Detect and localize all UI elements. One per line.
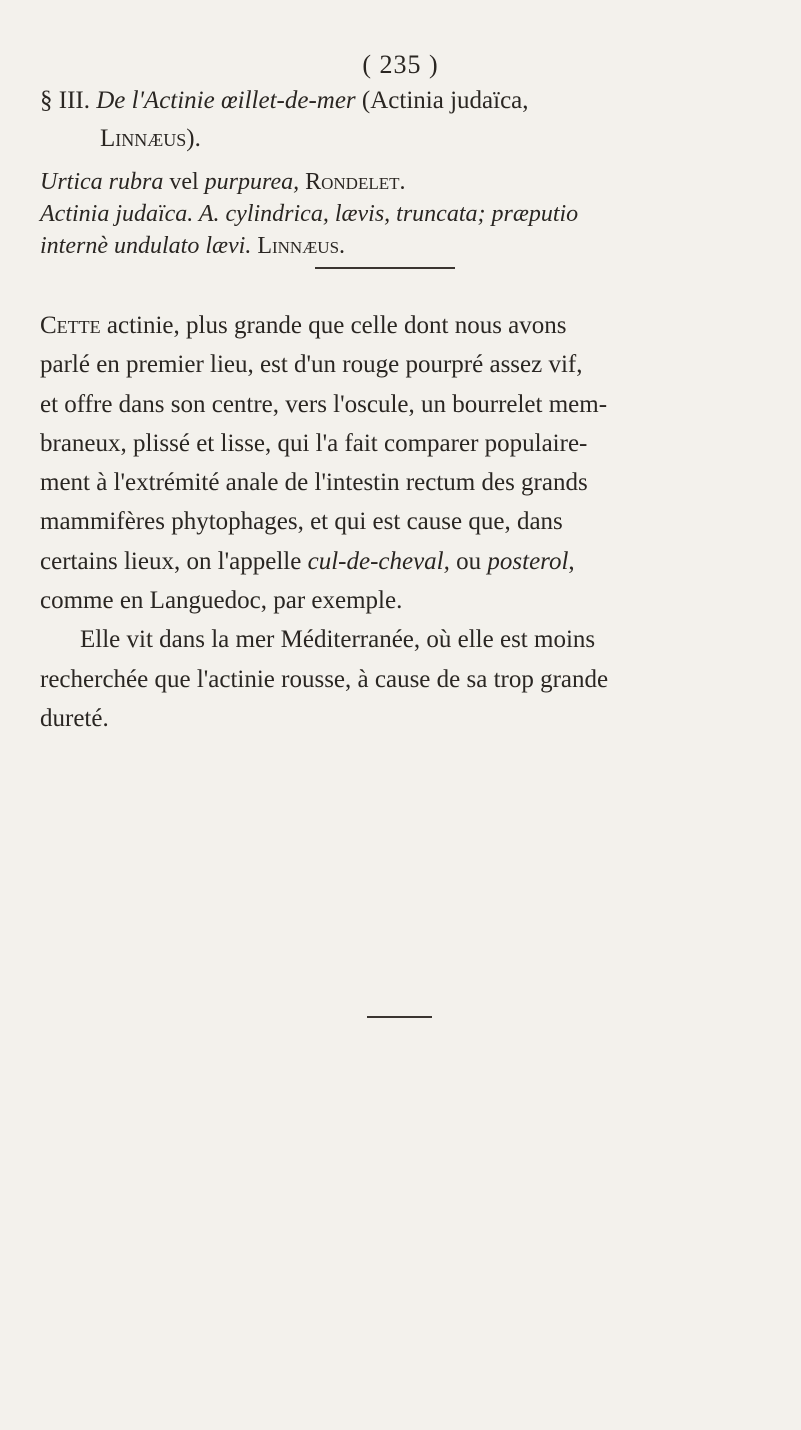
body-line: Elle vit dans la mer Méditerranée, où elle est moins xyxy=(80,626,596,654)
italic-term: posterol xyxy=(487,547,569,575)
body-line: dureté. xyxy=(40,704,109,732)
heading-author: Linnæus xyxy=(100,125,187,152)
divider-rule xyxy=(315,267,455,269)
line-text: ou xyxy=(449,547,488,575)
synonym-italic: internè undulato lævi. xyxy=(40,233,252,259)
synonym-italic: Urtica rubra xyxy=(40,169,164,195)
synonym-line-3 xyxy=(40,230,780,262)
section-number: § III. xyxy=(40,87,90,114)
body-line: et offre dans son centre, vers l'oscule, un bourrelet mem- xyxy=(40,390,608,418)
heading-line-1 xyxy=(40,82,780,120)
line-text: certains lieux, on l'appelle xyxy=(40,547,308,575)
body-line: recherchée que l'actinie rousse, à cause de sa trop grande xyxy=(40,665,609,693)
line-text: actinie, plus grande que celle dont nous avons xyxy=(100,312,567,339)
body-text xyxy=(40,306,770,738)
body-line xyxy=(40,542,770,581)
latin-name: (Actinia judaïca, xyxy=(361,87,529,114)
body-line: parlé en premier lieu, est d'un rouge pourpré assez vif, xyxy=(40,351,583,379)
line-text: , xyxy=(568,547,575,575)
lead-word: Cette xyxy=(40,312,101,339)
body-line: comme en Languedoc, par exemple. xyxy=(40,587,403,615)
synonym-line-1 xyxy=(40,166,780,198)
synonym-line-2 xyxy=(40,198,780,230)
heading-close: ). xyxy=(186,125,201,152)
section-title: De l'Actinie œillet-de-mer xyxy=(96,87,356,114)
body-line: braneux, plissé et lisse, qui l'a fait comparer populaire- xyxy=(40,429,588,457)
body-line xyxy=(40,306,770,345)
italic-term: cul-de-cheval, xyxy=(307,547,450,575)
synonym-italic: Actinia judaïca. A. cylindrica, lævis, truncata; præputio xyxy=(40,201,579,227)
heading-line-2 xyxy=(40,120,780,158)
end-rule xyxy=(367,1016,432,1018)
synonym-author: Rondelet. xyxy=(299,169,406,195)
page-number: ( 235 ) xyxy=(362,50,439,79)
synonymy-block xyxy=(40,166,780,262)
body-line: ment à l'extrémité anale de l'intestin rectum des grands xyxy=(40,469,588,497)
synonym-italic: purpurea, xyxy=(204,169,300,195)
body-line: mammifères phytophages, et qui est cause que, dans xyxy=(40,508,563,536)
synonym-author: Linnæus. xyxy=(251,233,346,259)
synonym-roman: vel xyxy=(163,169,205,195)
section-heading xyxy=(40,82,780,158)
